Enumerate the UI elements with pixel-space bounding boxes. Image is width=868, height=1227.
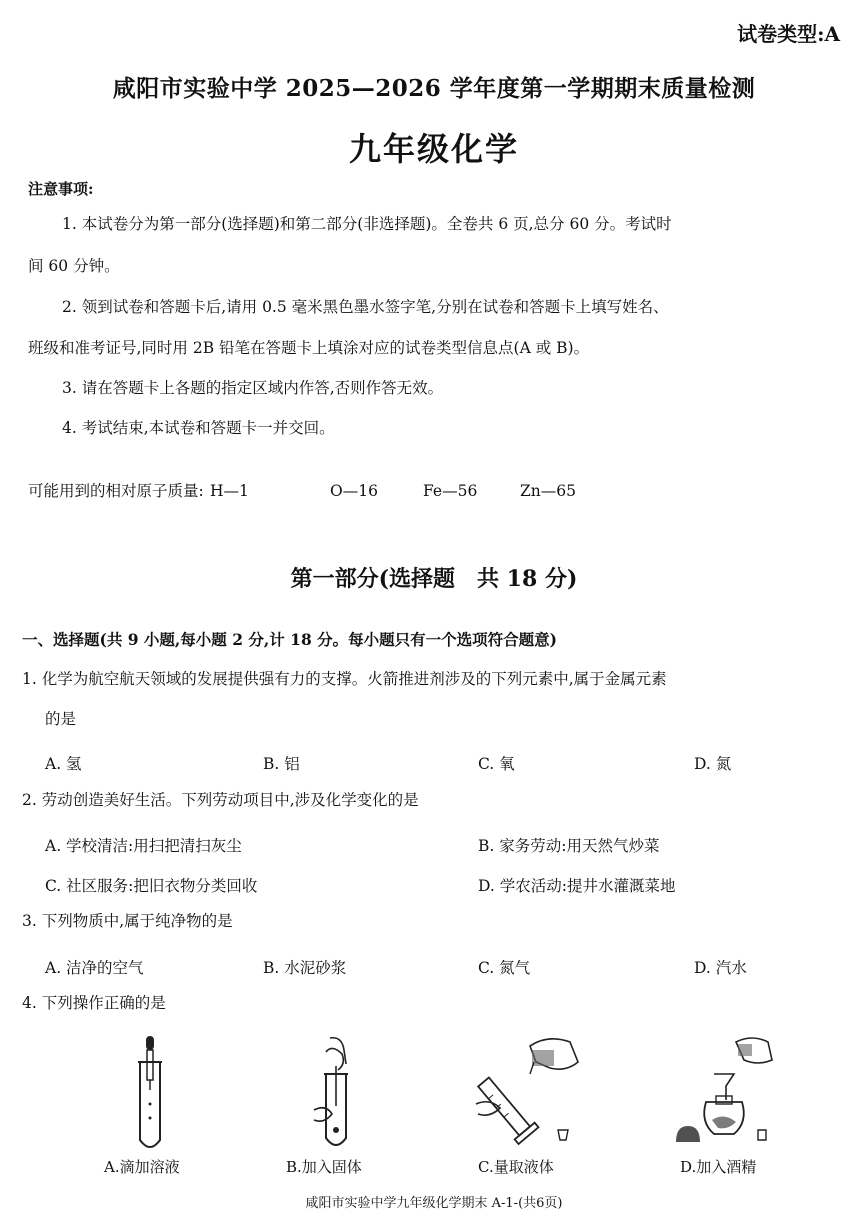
- note-2-line-2: 班级和准考证号,同时用 2B 铅笔在答题卡上填涂对应的试卷类型信息点(A 或 B)。: [28, 339, 590, 357]
- q2-stem: 2. 劳动创造美好生活。下列劳动项目中,涉及化学变化的是: [22, 791, 419, 809]
- figure-a-dropper-icon: [120, 1032, 180, 1152]
- notes-heading: 注意事项:: [28, 180, 94, 198]
- note-2-line-1: 2. 领到试卷和答题卡后,请用 0.5 毫米黑色墨水签字笔,分别在试卷和答题卡上填写姓名、: [62, 298, 669, 316]
- figure-b-add-solid-icon: [302, 1034, 372, 1152]
- q2-option-a: A. 学校清洁:用扫把清扫灰尘: [45, 837, 242, 855]
- q3-stem: 3. 下列物质中,属于纯净物的是: [22, 912, 233, 930]
- q3-option-c: C. 氮气: [478, 959, 531, 977]
- page-footer: 咸阳市实验中学九年级化学期末 A-1-(共6页): [305, 1196, 563, 1211]
- note-4: 4. 考试结束,本试卷和答题卡一并交回。: [62, 419, 335, 437]
- subject-title: 九年级化学: [348, 130, 519, 168]
- q1-option-c: C. 氧: [478, 755, 515, 773]
- q2-option-c: C. 社区服务:把旧衣物分类回收: [45, 877, 258, 895]
- q4-caption-d: D.加入酒精: [680, 1158, 757, 1176]
- note-1-line-2: 间 60 分钟。: [28, 257, 120, 275]
- q3-option-d: D. 汽水: [694, 959, 747, 977]
- q1-option-d: D. 氮: [694, 755, 732, 773]
- q4-caption-a: A.滴加溶液: [104, 1158, 180, 1176]
- figure-d-alcohol-lamp-icon: [672, 1030, 782, 1152]
- atomic-mass-h: H—1: [210, 482, 249, 500]
- q4-stem: 4. 下列操作正确的是: [22, 994, 166, 1012]
- part-one-title: 第一部分(选择题 共 18 分): [290, 566, 578, 592]
- q1-stem-line-2: 的是: [45, 710, 77, 728]
- note-1-line-1: 1. 本试卷分为第一部分(选择题)和第二部分(非选择题)。全卷共 6 页,总分 60 分。考试时: [62, 215, 672, 233]
- q4-caption-c: C.量取液体: [478, 1158, 554, 1176]
- q1-stem-line-1: 1. 化学为航空航天领域的发展提供强有力的支撑。火箭推进剂涉及的下列元素中,属于金属元素: [22, 670, 667, 688]
- atomic-mass-label: 可能用到的相对原子质量:: [28, 482, 204, 500]
- q1-option-b: B. 铝: [263, 755, 300, 773]
- note-3: 3. 请在答题卡上各题的指定区域内作答,否则作答无效。: [62, 379, 444, 397]
- q2-option-d: D. 学农活动:提井水灌溉菜地: [478, 877, 676, 895]
- section-one-heading: 一、选择题(共 9 小题,每小题 2 分,计 18 分。每小题只有一个选项符合题意): [22, 630, 557, 649]
- paper-type-label: 试卷类型:A: [737, 22, 840, 46]
- q1-option-a: A. 氢: [45, 755, 82, 773]
- q3-option-a: A. 洁净的空气: [45, 959, 144, 977]
- atomic-mass-zn: Zn—65: [520, 482, 576, 500]
- q3-option-b: B. 水泥砂浆: [263, 959, 347, 977]
- atomic-mass-o: O—16: [330, 482, 378, 500]
- school-exam-title: 咸阳市实验中学 2025—2026 学年度第一学期期末质量检测: [112, 75, 756, 102]
- figure-c-graduated-cylinder-icon: [470, 1032, 590, 1152]
- q2-option-b: B. 家务劳动:用天然气炒菜: [478, 837, 660, 855]
- atomic-mass-fe: Fe—56: [423, 482, 478, 500]
- q4-caption-b: B.加入固体: [286, 1158, 362, 1176]
